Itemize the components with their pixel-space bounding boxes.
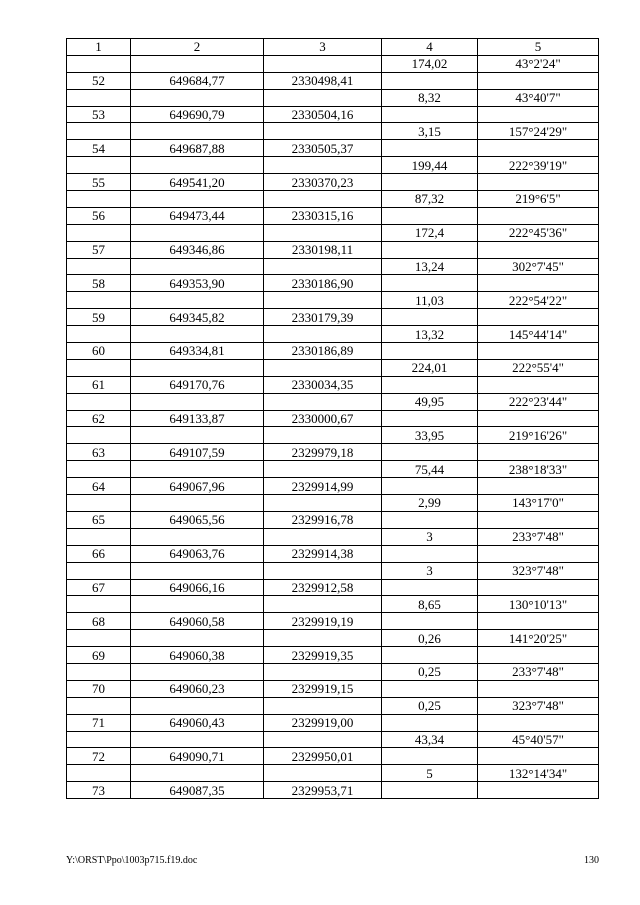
distance-cell: 224,01 xyxy=(382,359,478,376)
y-coordinate-cell xyxy=(264,731,382,748)
point-number-cell: 69 xyxy=(67,647,131,664)
bearing-cell xyxy=(478,309,599,326)
y-coordinate-cell xyxy=(264,89,382,106)
point-number-cell: 62 xyxy=(67,410,131,427)
footer-file-path: Y:\ORST\Ppo\1003p715.f19.doc xyxy=(66,855,198,866)
y-coordinate-cell xyxy=(264,55,382,72)
x-coordinate-cell xyxy=(131,157,264,174)
bearing-cell xyxy=(478,579,599,596)
y-coordinate-cell: 2330315,16 xyxy=(264,207,382,224)
distance-cell xyxy=(382,478,478,495)
table-row xyxy=(67,410,599,427)
bearing-cell xyxy=(478,748,599,765)
distance-cell xyxy=(382,174,478,191)
bearing-cell xyxy=(478,207,599,224)
point-number-cell: 65 xyxy=(67,511,131,528)
x-coordinate-cell xyxy=(131,292,264,309)
distance-cell: 11,03 xyxy=(382,292,478,309)
distance-cell: 174,02 xyxy=(382,55,478,72)
point-number-cell xyxy=(67,630,131,647)
point-number-cell: 52 xyxy=(67,72,131,89)
distance-cell: 5 xyxy=(382,765,478,782)
table-row xyxy=(67,393,599,410)
table-row xyxy=(67,241,599,258)
distance-cell xyxy=(382,714,478,731)
y-coordinate-cell: 2329914,99 xyxy=(264,478,382,495)
table-row xyxy=(67,376,599,393)
point-number-cell xyxy=(67,461,131,478)
distance-cell: 3 xyxy=(382,528,478,545)
table-row xyxy=(67,782,599,799)
bearing-cell: 45°40'57" xyxy=(478,731,599,748)
point-number-cell xyxy=(67,359,131,376)
distance-cell: 0,25 xyxy=(382,697,478,714)
distance-cell: 0,26 xyxy=(382,630,478,647)
bearing-cell xyxy=(478,174,599,191)
table-row xyxy=(67,258,599,275)
table-row xyxy=(67,765,599,782)
y-coordinate-cell: 2329953,71 xyxy=(264,782,382,799)
header-col-2: 2 xyxy=(131,39,264,56)
x-coordinate-cell xyxy=(131,393,264,410)
bearing-cell xyxy=(478,714,599,731)
y-coordinate-cell: 2330498,41 xyxy=(264,72,382,89)
table-row xyxy=(67,444,599,461)
table-row xyxy=(67,207,599,224)
table-row xyxy=(67,596,599,613)
distance-cell xyxy=(382,613,478,630)
x-coordinate-cell: 649345,82 xyxy=(131,309,264,326)
y-coordinate-cell xyxy=(264,663,382,680)
point-number-cell: 68 xyxy=(67,613,131,630)
distance-cell xyxy=(382,343,478,360)
y-coordinate-cell: 2330370,23 xyxy=(264,174,382,191)
y-coordinate-cell: 2329912,58 xyxy=(264,579,382,596)
bearing-cell xyxy=(478,613,599,630)
distance-cell xyxy=(382,748,478,765)
point-number-cell: 64 xyxy=(67,478,131,495)
table-row xyxy=(67,326,599,343)
bearing-cell xyxy=(478,545,599,562)
x-coordinate-cell: 649060,38 xyxy=(131,647,264,664)
table-body xyxy=(67,55,599,798)
bearing-cell xyxy=(478,106,599,123)
table-row xyxy=(67,731,599,748)
distance-cell: 87,32 xyxy=(382,191,478,208)
point-number-cell: 57 xyxy=(67,241,131,258)
header-row xyxy=(67,39,599,56)
distance-cell xyxy=(382,545,478,562)
bearing-cell: 302°7'45" xyxy=(478,258,599,275)
x-coordinate-cell xyxy=(131,495,264,512)
y-coordinate-cell: 2329979,18 xyxy=(264,444,382,461)
y-coordinate-cell xyxy=(264,326,382,343)
y-coordinate-cell: 2330505,37 xyxy=(264,140,382,157)
point-number-cell: 56 xyxy=(67,207,131,224)
y-coordinate-cell xyxy=(264,427,382,444)
table-row xyxy=(67,613,599,630)
bearing-cell xyxy=(478,478,599,495)
table-row xyxy=(67,545,599,562)
bearing-cell: 143°17'0" xyxy=(478,495,599,512)
table-row xyxy=(67,562,599,579)
bearing-cell: 219°6'5" xyxy=(478,191,599,208)
point-number-cell: 73 xyxy=(67,782,131,799)
y-coordinate-cell: 2330000,67 xyxy=(264,410,382,427)
x-coordinate-cell: 649690,79 xyxy=(131,106,264,123)
bearing-cell: 43°2'24" xyxy=(478,55,599,72)
bearing-cell: 238°18'33" xyxy=(478,461,599,478)
x-coordinate-cell: 649067,96 xyxy=(131,478,264,495)
point-number-cell: 61 xyxy=(67,376,131,393)
y-coordinate-cell xyxy=(264,630,382,647)
point-number-cell: 66 xyxy=(67,545,131,562)
x-coordinate-cell xyxy=(131,697,264,714)
header-col-5: 5 xyxy=(478,39,599,56)
x-coordinate-cell xyxy=(131,224,264,241)
distance-cell xyxy=(382,680,478,697)
bearing-cell: 323°7'48" xyxy=(478,562,599,579)
distance-cell xyxy=(382,207,478,224)
point-number-cell xyxy=(67,89,131,106)
table-row xyxy=(67,697,599,714)
distance-cell xyxy=(382,241,478,258)
distance-cell: 8,32 xyxy=(382,89,478,106)
x-coordinate-cell: 649063,76 xyxy=(131,545,264,562)
y-coordinate-cell: 2329914,38 xyxy=(264,545,382,562)
distance-cell: 3 xyxy=(382,562,478,579)
x-coordinate-cell: 649346,86 xyxy=(131,241,264,258)
table-row xyxy=(67,528,599,545)
x-coordinate-cell xyxy=(131,461,264,478)
bearing-cell xyxy=(478,241,599,258)
y-coordinate-cell: 2330034,35 xyxy=(264,376,382,393)
x-coordinate-cell: 649684,77 xyxy=(131,72,264,89)
x-coordinate-cell xyxy=(131,89,264,106)
x-coordinate-cell: 649060,58 xyxy=(131,613,264,630)
x-coordinate-cell: 649107,59 xyxy=(131,444,264,461)
y-coordinate-cell: 2330198,11 xyxy=(264,241,382,258)
point-number-cell: 60 xyxy=(67,343,131,360)
table-row xyxy=(67,157,599,174)
point-number-cell xyxy=(67,224,131,241)
bearing-cell: 132°14'34" xyxy=(478,765,599,782)
distance-cell: 172,4 xyxy=(382,224,478,241)
point-number-cell: 71 xyxy=(67,714,131,731)
table-row xyxy=(67,191,599,208)
bearing-cell: 145°44'14" xyxy=(478,326,599,343)
distance-cell: 33,95 xyxy=(382,427,478,444)
distance-cell xyxy=(382,444,478,461)
point-number-cell: 59 xyxy=(67,309,131,326)
bearing-cell: 222°45'36" xyxy=(478,224,599,241)
table-row xyxy=(67,140,599,157)
point-number-cell xyxy=(67,495,131,512)
point-number-cell: 54 xyxy=(67,140,131,157)
y-coordinate-cell: 2330504,16 xyxy=(264,106,382,123)
y-coordinate-cell xyxy=(264,461,382,478)
table-row xyxy=(67,359,599,376)
coordinates-table xyxy=(66,38,599,799)
table-row xyxy=(67,511,599,528)
point-number-cell: 55 xyxy=(67,174,131,191)
table-row xyxy=(67,89,599,106)
y-coordinate-cell: 2330186,89 xyxy=(264,343,382,360)
y-coordinate-cell: 2330186,90 xyxy=(264,275,382,292)
distance-cell xyxy=(382,376,478,393)
distance-cell xyxy=(382,275,478,292)
bearing-cell xyxy=(478,343,599,360)
point-number-cell xyxy=(67,258,131,275)
bearing-cell: 222°54'22" xyxy=(478,292,599,309)
distance-cell xyxy=(382,410,478,427)
point-number-cell xyxy=(67,393,131,410)
x-coordinate-cell: 649170,76 xyxy=(131,376,264,393)
y-coordinate-cell: 2330179,39 xyxy=(264,309,382,326)
x-coordinate-cell xyxy=(131,562,264,579)
y-coordinate-cell xyxy=(264,562,382,579)
point-number-cell xyxy=(67,562,131,579)
point-number-cell: 72 xyxy=(67,748,131,765)
distance-cell: 199,44 xyxy=(382,157,478,174)
point-number-cell xyxy=(67,123,131,140)
distance-cell: 8,65 xyxy=(382,596,478,613)
distance-cell: 3,15 xyxy=(382,123,478,140)
table-row xyxy=(67,714,599,731)
distance-cell xyxy=(382,140,478,157)
header-col-4: 4 xyxy=(382,39,478,56)
point-number-cell xyxy=(67,55,131,72)
bearing-cell: 233°7'48" xyxy=(478,663,599,680)
table-row xyxy=(67,174,599,191)
table-row xyxy=(67,663,599,680)
distance-cell xyxy=(382,511,478,528)
y-coordinate-cell: 2329919,35 xyxy=(264,647,382,664)
point-number-cell: 67 xyxy=(67,579,131,596)
y-coordinate-cell: 2329950,01 xyxy=(264,748,382,765)
point-number-cell: 70 xyxy=(67,680,131,697)
bearing-cell: 222°55'4" xyxy=(478,359,599,376)
y-coordinate-cell xyxy=(264,528,382,545)
x-coordinate-cell: 649090,71 xyxy=(131,748,264,765)
bearing-cell: 141°20'25" xyxy=(478,630,599,647)
table-row xyxy=(67,630,599,647)
x-coordinate-cell: 649541,20 xyxy=(131,174,264,191)
table-row xyxy=(67,461,599,478)
table-row xyxy=(67,680,599,697)
x-coordinate-cell xyxy=(131,596,264,613)
distance-cell xyxy=(382,72,478,89)
table-row xyxy=(67,123,599,140)
table-row xyxy=(67,292,599,309)
x-coordinate-cell xyxy=(131,630,264,647)
distance-cell: 0,25 xyxy=(382,663,478,680)
x-coordinate-cell xyxy=(131,191,264,208)
bearing-cell xyxy=(478,680,599,697)
y-coordinate-cell xyxy=(264,292,382,309)
bearing-cell: 219°16'26" xyxy=(478,427,599,444)
y-coordinate-cell xyxy=(264,596,382,613)
distance-cell: 43,34 xyxy=(382,731,478,748)
table-row xyxy=(67,579,599,596)
bearing-cell: 130°10'13" xyxy=(478,596,599,613)
x-coordinate-cell: 649687,88 xyxy=(131,140,264,157)
y-coordinate-cell xyxy=(264,765,382,782)
y-coordinate-cell xyxy=(264,393,382,410)
y-coordinate-cell xyxy=(264,697,382,714)
point-number-cell xyxy=(67,697,131,714)
point-number-cell xyxy=(67,663,131,680)
bearing-cell xyxy=(478,275,599,292)
distance-cell xyxy=(382,309,478,326)
header-col-1: 1 xyxy=(67,39,131,56)
y-coordinate-cell xyxy=(264,157,382,174)
x-coordinate-cell: 649065,56 xyxy=(131,511,264,528)
point-number-cell xyxy=(67,731,131,748)
bearing-cell xyxy=(478,511,599,528)
distance-cell xyxy=(382,106,478,123)
x-coordinate-cell xyxy=(131,55,264,72)
distance-cell: 13,32 xyxy=(382,326,478,343)
distance-cell xyxy=(382,647,478,664)
y-coordinate-cell xyxy=(264,191,382,208)
x-coordinate-cell xyxy=(131,731,264,748)
table-row xyxy=(67,478,599,495)
y-coordinate-cell xyxy=(264,258,382,275)
bearing-cell xyxy=(478,140,599,157)
x-coordinate-cell xyxy=(131,528,264,545)
distance-cell: 49,95 xyxy=(382,393,478,410)
bearing-cell xyxy=(478,376,599,393)
table-row xyxy=(67,55,599,72)
y-coordinate-cell xyxy=(264,359,382,376)
y-coordinate-cell: 2329919,00 xyxy=(264,714,382,731)
point-number-cell: 53 xyxy=(67,106,131,123)
point-number-cell xyxy=(67,191,131,208)
x-coordinate-cell xyxy=(131,765,264,782)
x-coordinate-cell: 649060,23 xyxy=(131,680,264,697)
point-number-cell xyxy=(67,157,131,174)
bearing-cell xyxy=(478,647,599,664)
bearing-cell xyxy=(478,444,599,461)
point-number-cell: 58 xyxy=(67,275,131,292)
table-row xyxy=(67,309,599,326)
x-coordinate-cell xyxy=(131,123,264,140)
x-coordinate-cell: 649473,44 xyxy=(131,207,264,224)
bearing-cell xyxy=(478,410,599,427)
y-coordinate-cell: 2329919,19 xyxy=(264,613,382,630)
distance-cell: 75,44 xyxy=(382,461,478,478)
y-coordinate-cell xyxy=(264,123,382,140)
point-number-cell xyxy=(67,596,131,613)
point-number-cell xyxy=(67,292,131,309)
point-number-cell xyxy=(67,765,131,782)
table-row xyxy=(67,427,599,444)
distance-cell: 13,24 xyxy=(382,258,478,275)
bearing-cell: 222°23'44" xyxy=(478,393,599,410)
x-coordinate-cell: 649060,43 xyxy=(131,714,264,731)
x-coordinate-cell xyxy=(131,359,264,376)
bearing-cell xyxy=(478,72,599,89)
x-coordinate-cell: 649353,90 xyxy=(131,275,264,292)
bearing-cell: 157°24'29" xyxy=(478,123,599,140)
y-coordinate-cell xyxy=(264,495,382,512)
footer-page-number: 130 xyxy=(584,855,599,866)
point-number-cell xyxy=(67,326,131,343)
bearing-cell: 222°39'19" xyxy=(478,157,599,174)
bearing-cell: 323°7'48" xyxy=(478,697,599,714)
bearing-cell xyxy=(478,782,599,799)
point-number-cell xyxy=(67,528,131,545)
table-row xyxy=(67,647,599,664)
x-coordinate-cell: 649087,35 xyxy=(131,782,264,799)
x-coordinate-cell xyxy=(131,258,264,275)
table-row xyxy=(67,748,599,765)
distance-cell xyxy=(382,782,478,799)
y-coordinate-cell xyxy=(264,224,382,241)
distance-cell xyxy=(382,579,478,596)
x-coordinate-cell: 649133,87 xyxy=(131,410,264,427)
table-row xyxy=(67,72,599,89)
header-col-3: 3 xyxy=(264,39,382,56)
table-row xyxy=(67,224,599,241)
table-row xyxy=(67,275,599,292)
table-row xyxy=(67,495,599,512)
y-coordinate-cell: 2329916,78 xyxy=(264,511,382,528)
x-coordinate-cell: 649334,81 xyxy=(131,343,264,360)
y-coordinate-cell: 2329919,15 xyxy=(264,680,382,697)
bearing-cell: 43°40'7" xyxy=(478,89,599,106)
x-coordinate-cell xyxy=(131,326,264,343)
x-coordinate-cell xyxy=(131,663,264,680)
distance-cell: 2,99 xyxy=(382,495,478,512)
table-row xyxy=(67,343,599,360)
point-number-cell: 63 xyxy=(67,444,131,461)
table-row xyxy=(67,106,599,123)
bearing-cell: 233°7'48" xyxy=(478,528,599,545)
point-number-cell xyxy=(67,427,131,444)
x-coordinate-cell xyxy=(131,427,264,444)
x-coordinate-cell: 649066,16 xyxy=(131,579,264,596)
